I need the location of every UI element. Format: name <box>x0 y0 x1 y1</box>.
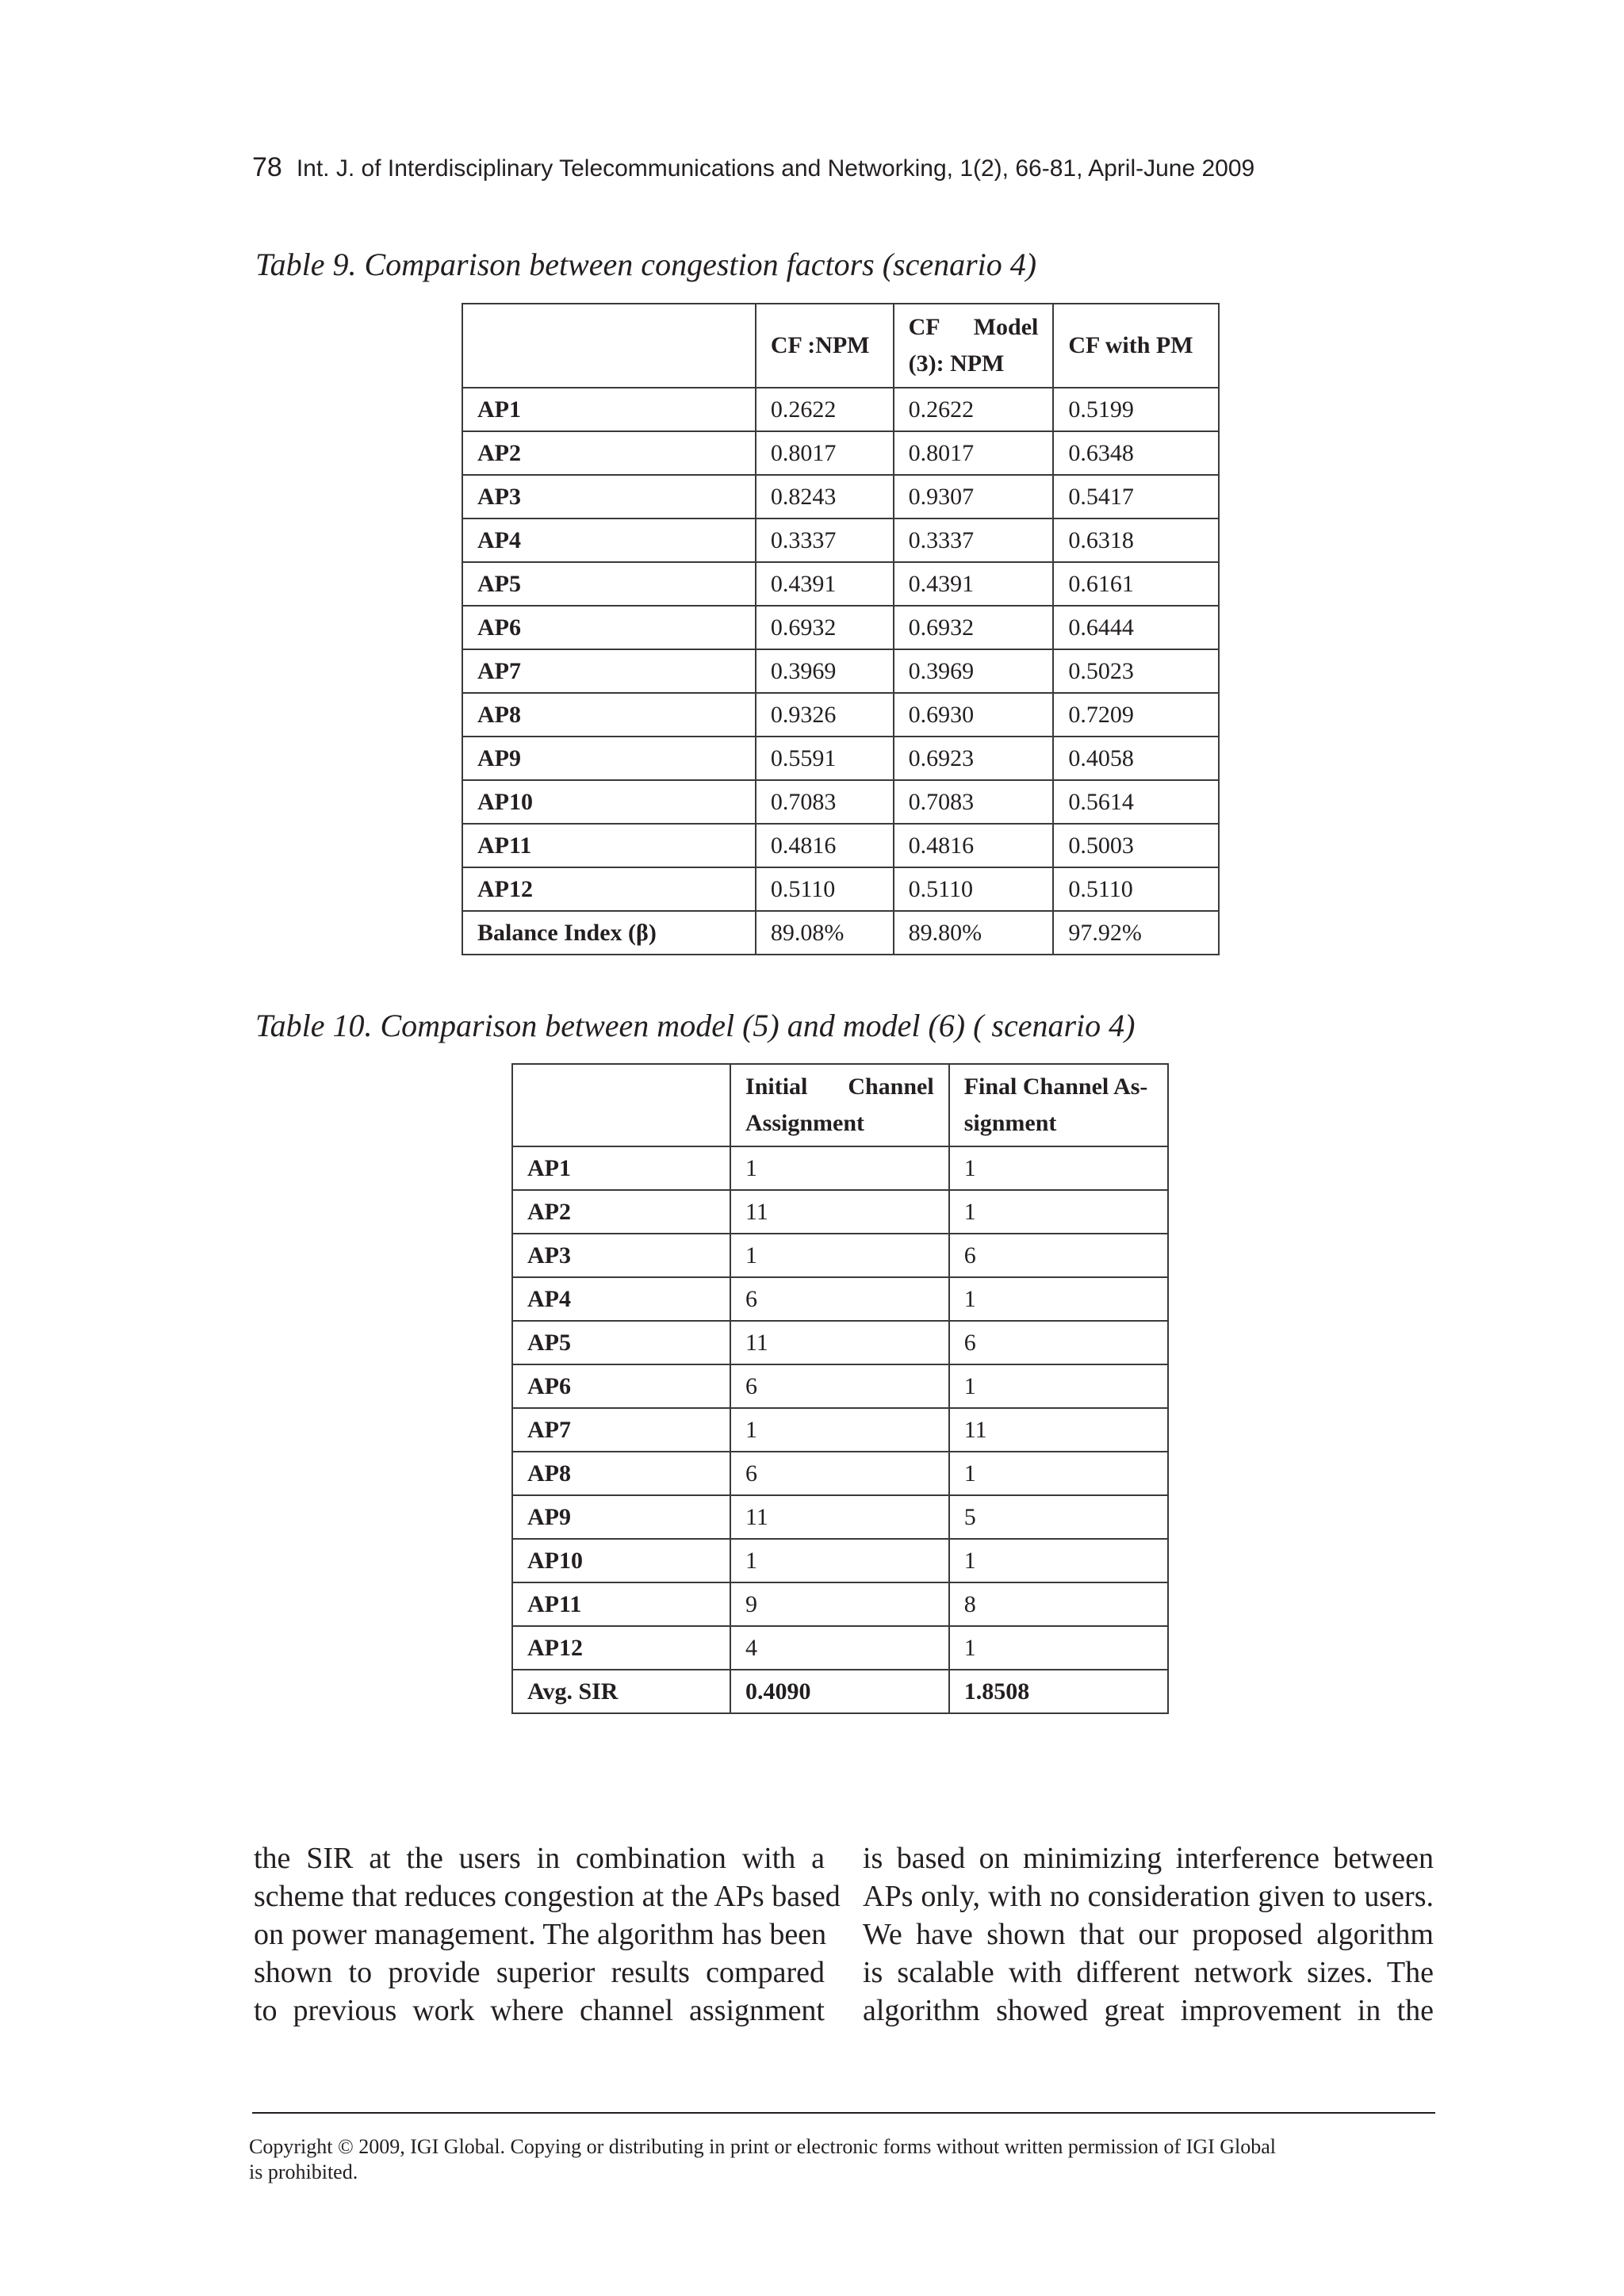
table-cell: 0.5110 <box>1053 867 1219 911</box>
table-cell: 1 <box>730 1539 949 1582</box>
table-cell: 1 <box>949 1146 1168 1190</box>
table-cell: 0.8017 <box>894 431 1054 475</box>
table-cell: 0.5110 <box>756 867 894 911</box>
table10-header-empty <box>512 1064 730 1146</box>
text-line: the SIR at the users in combination with a <box>254 1842 825 1875</box>
table9-body <box>462 388 1219 955</box>
table9-caption: Table 9. Comparison between congestion factors (scenario 4) <box>255 247 1037 282</box>
table9-header-cf-npm: CF :NPM <box>756 304 894 388</box>
table-cell: 6 <box>730 1452 949 1495</box>
table-row <box>462 737 1219 780</box>
row-label: AP1 <box>462 388 756 431</box>
table-row <box>512 1364 1168 1408</box>
row-label: AP6 <box>462 606 756 649</box>
table-cell: 0.6923 <box>894 737 1054 780</box>
table9-header-cf-model-line2: (3): NPM <box>908 350 1005 377</box>
row-label: AP9 <box>462 737 756 780</box>
row-label: Balance Index (β) <box>462 911 756 955</box>
row-label: AP12 <box>462 867 756 911</box>
table-cell: 0.9307 <box>894 475 1054 519</box>
table-cell: 0.4816 <box>756 824 894 867</box>
row-label: AP2 <box>462 431 756 475</box>
table-row <box>462 431 1219 475</box>
table-cell: 11 <box>949 1408 1168 1452</box>
table-row <box>462 649 1219 693</box>
table-cell: 0.6932 <box>756 606 894 649</box>
table-cell: 6 <box>949 1234 1168 1277</box>
table-cell: 0.6932 <box>894 606 1054 649</box>
table-cell: 1 <box>730 1408 949 1452</box>
row-label: AP10 <box>512 1539 730 1582</box>
text-line: APs only, with no consideration given to users. <box>863 1880 1434 1913</box>
table-cell: 11 <box>730 1190 949 1234</box>
row-label: AP4 <box>512 1277 730 1321</box>
table-cell: 0.6444 <box>1053 606 1219 649</box>
row-label: AP11 <box>512 1582 730 1626</box>
table-cell: 0.6348 <box>1053 431 1219 475</box>
table-cell: 0.2622 <box>894 388 1054 431</box>
table-cell: 1 <box>949 1626 1168 1670</box>
table9-header-cf-model <box>894 304 1054 388</box>
table-row <box>512 1539 1168 1582</box>
table9-header-row <box>462 304 1219 388</box>
table-cell: 0.6161 <box>1053 562 1219 606</box>
table-cell: 6 <box>949 1321 1168 1364</box>
table-cell: 1 <box>730 1146 949 1190</box>
table-row <box>512 1626 1168 1670</box>
table-cell: 0.4816 <box>894 824 1054 867</box>
row-label: AP3 <box>462 475 756 519</box>
table-cell: 0.6930 <box>894 693 1054 737</box>
row-label: AP6 <box>512 1364 730 1408</box>
table-row <box>462 562 1219 606</box>
table-cell: 89.08% <box>756 911 894 955</box>
table-cell: 0.4391 <box>756 562 894 606</box>
text-line: is scalable with different network sizes. The <box>863 1956 1434 1989</box>
table-cell: 0.3337 <box>894 519 1054 562</box>
table-cell: 0.4090 <box>730 1670 949 1713</box>
table-cell: 0.5199 <box>1053 388 1219 431</box>
row-label: AP9 <box>512 1495 730 1539</box>
table-cell: 0.6318 <box>1053 519 1219 562</box>
table-cell: 1 <box>949 1364 1168 1408</box>
copyright-footer <box>249 2134 1438 2185</box>
footer-rule <box>252 2112 1435 2114</box>
table10-header-initial-b: Channel <box>848 1073 934 1100</box>
table-row <box>462 519 1219 562</box>
avg-sir-row <box>512 1670 1168 1713</box>
table-cell: 0.4391 <box>894 562 1054 606</box>
table-cell: 6 <box>730 1277 949 1321</box>
table-cell: 0.5003 <box>1053 824 1219 867</box>
body-column-left <box>254 1839 841 2030</box>
row-label: AP12 <box>512 1626 730 1670</box>
table-row <box>512 1277 1168 1321</box>
row-label: AP7 <box>462 649 756 693</box>
table-cell: 8 <box>949 1582 1168 1626</box>
table-row <box>462 824 1219 867</box>
table-cell: 0.7083 <box>756 780 894 824</box>
table10-header-final-line2: signment <box>963 1110 1057 1136</box>
table-row <box>512 1234 1168 1277</box>
text-line: to previous work where channel assignment <box>254 1994 825 2027</box>
copyright-line-2: is prohibited. <box>249 2160 358 2183</box>
table9-header-empty <box>462 304 756 388</box>
table9 <box>462 303 1220 955</box>
table-cell: 1 <box>949 1539 1168 1582</box>
table9-header-cf-model-b: Model <box>973 314 1039 340</box>
table10-header-initial-line2: Assignment <box>745 1110 865 1136</box>
table-row <box>462 606 1219 649</box>
table-cell: 0.7209 <box>1053 693 1219 737</box>
text-line: on power management. The algorithm has been <box>254 1918 827 1951</box>
table-row <box>512 1582 1168 1626</box>
table-cell: 0.4058 <box>1053 737 1219 780</box>
row-label: AP5 <box>512 1321 730 1364</box>
table-cell: 89.80% <box>894 911 1054 955</box>
table-row <box>512 1495 1168 1539</box>
row-label: AP7 <box>512 1408 730 1452</box>
text-line: We have shown that our proposed algorithm <box>863 1918 1434 1951</box>
table-row <box>462 693 1219 737</box>
table-cell: 1 <box>949 1277 1168 1321</box>
table10 <box>511 1063 1169 1714</box>
journal-title: Int. J. of Interdisciplinary Telecommunications and Networking, 1(2), 66-81, April-June 2009 <box>296 155 1255 182</box>
row-label: AP8 <box>512 1452 730 1495</box>
table10-header-final <box>949 1064 1168 1146</box>
page-number: 78 <box>252 152 282 182</box>
table-cell: 0.8017 <box>756 431 894 475</box>
row-label: AP3 <box>512 1234 730 1277</box>
table-cell: 11 <box>730 1495 949 1539</box>
table-cell: 97.92% <box>1053 911 1219 955</box>
table-row <box>462 475 1219 519</box>
table-cell: 1.8508 <box>949 1670 1168 1713</box>
table-cell: 1 <box>949 1452 1168 1495</box>
table-cell: 0.5417 <box>1053 475 1219 519</box>
table-cell: 9 <box>730 1582 949 1626</box>
running-header <box>252 152 1254 183</box>
table-cell: 0.8243 <box>756 475 894 519</box>
table10-header-initial-a: Initial <box>745 1073 808 1100</box>
row-label: Avg. SIR <box>512 1670 730 1713</box>
table10-body <box>512 1146 1168 1713</box>
table-cell: 0.3969 <box>894 649 1054 693</box>
table-row <box>462 388 1219 431</box>
table-cell: 0.7083 <box>894 780 1054 824</box>
table-cell: 0.9326 <box>756 693 894 737</box>
body-column-right <box>863 1839 1434 2030</box>
table-row <box>512 1452 1168 1495</box>
row-label: AP1 <box>512 1146 730 1190</box>
table9-header-cf-pm: CF with PM <box>1053 304 1219 388</box>
row-label: AP10 <box>462 780 756 824</box>
table-cell: 1 <box>730 1234 949 1277</box>
table-row <box>512 1190 1168 1234</box>
text-line: shown to provide superior results compared <box>254 1956 825 1989</box>
table-row <box>462 867 1219 911</box>
table-cell: 6 <box>730 1364 949 1408</box>
row-label: AP4 <box>462 519 756 562</box>
row-label: AP8 <box>462 693 756 737</box>
table-cell: 1 <box>949 1190 1168 1234</box>
table-cell: 11 <box>730 1321 949 1364</box>
text-line: is based on minimizing interference between <box>863 1842 1434 1875</box>
table-cell: 0.3337 <box>756 519 894 562</box>
table-cell: 4 <box>730 1626 949 1670</box>
table-cell: 0.5614 <box>1053 780 1219 824</box>
table-cell: 0.3969 <box>756 649 894 693</box>
row-label: AP11 <box>462 824 756 867</box>
table-row <box>512 1321 1168 1364</box>
table10-header-initial <box>730 1064 949 1146</box>
text-line: algorithm showed great improvement in the <box>863 1994 1434 2027</box>
table-cell: 5 <box>949 1495 1168 1539</box>
text-line: scheme that reduces congestion at the APs based <box>254 1880 841 1913</box>
table-cell: 0.5110 <box>894 867 1054 911</box>
table-row <box>512 1146 1168 1190</box>
table10-header-row <box>512 1064 1168 1146</box>
table-row <box>512 1408 1168 1452</box>
table-cell: 0.5591 <box>756 737 894 780</box>
row-label: AP5 <box>462 562 756 606</box>
table-row <box>462 780 1219 824</box>
table9-header-cf-model-a: CF <box>908 314 940 340</box>
row-label: AP2 <box>512 1190 730 1234</box>
copyright-line-1: Copyright © 2009, IGI Global. Copying or distributing in print or electronic forms without written permission of IGI Global <box>249 2135 1277 2158</box>
table10-header-final-line1: Final Channel As- <box>963 1073 1148 1100</box>
table-cell: 0.2622 <box>756 388 894 431</box>
table-row <box>462 911 1219 955</box>
table-cell: 0.5023 <box>1053 649 1219 693</box>
table10-caption: Table 10. Comparison between model (5) and model (6) ( scenario 4) <box>255 1008 1136 1043</box>
